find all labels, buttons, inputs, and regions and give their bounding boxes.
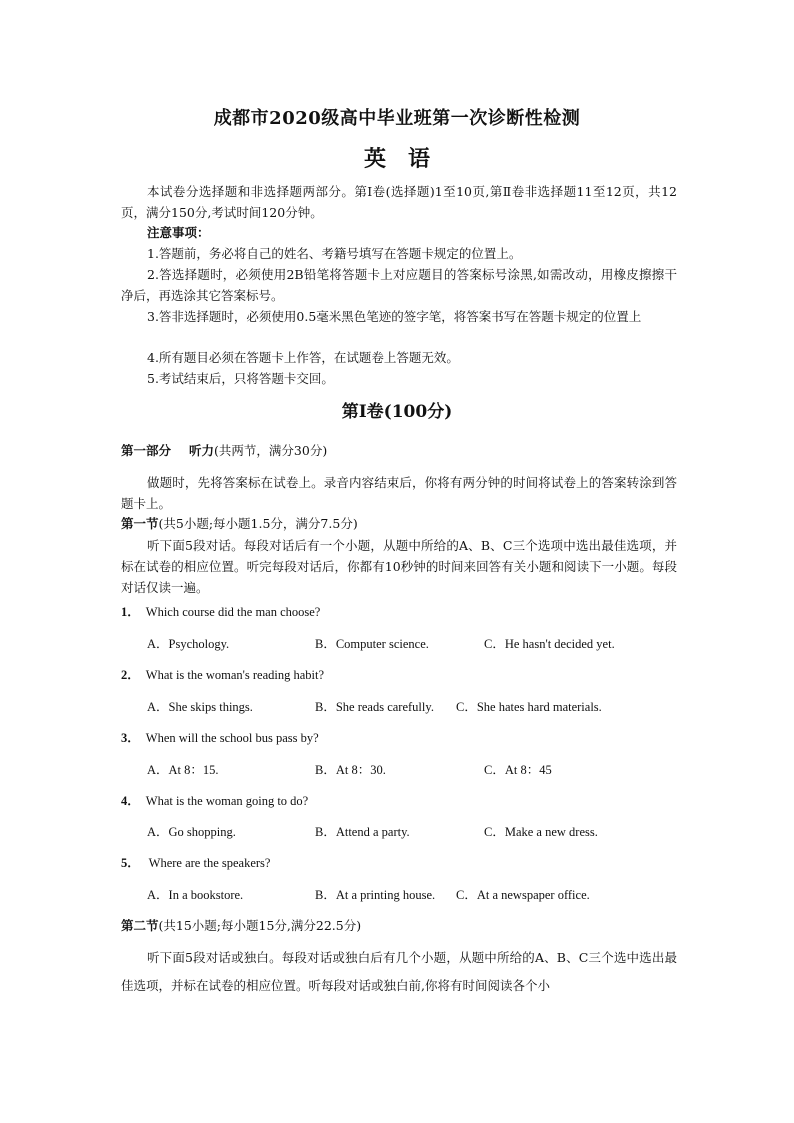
option-b: B．At 8：30. [315,763,386,777]
question-text: Which course did the man choose? [145,605,321,619]
option-b: B．Computer science. [315,637,429,651]
section2-heading [121,916,361,934]
question [121,791,308,809]
section-title: 第Ⅰ卷(100分) [341,402,453,422]
question [121,853,270,871]
part-heading [121,441,327,459]
note-item: 5.考试结束后，只将答题卡交回。 [147,371,334,386]
option-b: B．Attend a party. [315,825,410,839]
question [121,665,324,683]
note-item: 3.答非选择题时，必须使用0.5毫米黑色笔迹的签字笔，将答案书写在答题卡规定的位置上 [147,309,642,324]
subject-title: 英语 [363,146,452,172]
part-name: 听力 [189,443,215,458]
question-number: 3． [121,731,140,745]
note-item: 2.答选择题时，必须使用2B铅笔将答题卡上对应题目的答案标号涂黑,如需改动，用橡皮擦擦干净后，再选涂其它答案标号。 [121,267,677,303]
option-c: C．At 8：45 [484,763,552,777]
question-text: When will the school bus pass by? [145,731,319,745]
option-a: A．Psychology. [147,637,230,651]
question-text: What is the woman going to do? [145,794,309,808]
note-item: 1.答题前，务必将自己的姓名、考籍号填写在答题卡规定的位置上。 [147,246,522,261]
question-text: Where are the speakers? [145,856,271,870]
exam-title: 成都市2020级高中毕业班第一次诊断性检测 [213,108,581,129]
option-c: C．At a newspaper office. [456,888,590,902]
option-c: C．He hasn't decided yet. [484,637,615,651]
option-a: A．At 8：15. [147,763,219,777]
part-info: (共两节，满分30分) [214,443,328,458]
section2-info: (共15小题;每小题15分,满分22.5分) [158,918,362,933]
section1-info: (共5小题;每小题1.5分，满分7.5分) [158,516,358,531]
question [121,602,320,620]
question-number: 4． [121,794,140,808]
question-number: 1． [121,605,140,619]
question [121,728,319,746]
option-b: B．She reads carefully. [315,700,434,714]
option-a: A．Go shopping. [147,825,236,839]
option-b: B．At a printing house. [315,888,436,902]
section1-instructions: 听下面5段对话。每段对话后有一个小题，从题中所给的A、B、C三个选项中选出最佳选项，并标在试卷的相应位置。听完每段对话后，你都有10秒钟的时间来回答有关小题和阅读下一小题。每段对话仅读一遍。 [121,538,677,595]
note-item: 4.所有题目必须在答题卡上作答，在试题卷上答题无效。 [147,350,459,365]
section2-instructions: 听下面5段对话或独白。每段对话或独白后有几个小题，从题中所给的A、B、C三个选中选出最佳选项，并标在试卷的相应位置。听每段对话或独白前,你将有时间阅读各个小 [121,950,677,993]
option-c: C．She hates hard materials. [456,700,602,714]
option-a: A．In a bookstore. [147,888,244,902]
notes-title: 注意事项： [147,225,210,240]
option-a: A．She skips things. [147,700,253,714]
question-number: 2． [121,668,140,682]
section1-label: 第一节 [121,516,159,531]
section2-label: 第二节 [121,918,159,933]
section1-heading [121,514,358,532]
part-label: 第一部分 [121,443,172,458]
question-text: What is the woman's reading habit? [145,668,325,682]
intro-paragraph: 本试卷分选择题和非选择题两部分。第Ⅰ卷(选择题)1至10页,第Ⅱ卷非选择题11至12页，共12页，满分150分,考试时间120分钟。 [121,184,677,220]
question-number: 5． [121,856,140,870]
option-c: C．Make a new dress. [484,825,598,839]
part-instructions: 做题时，先将答案标在试卷上。录音内容结束后，你将有两分钟的时间将试卷上的答案转涂到答题卡上。 [121,475,677,511]
